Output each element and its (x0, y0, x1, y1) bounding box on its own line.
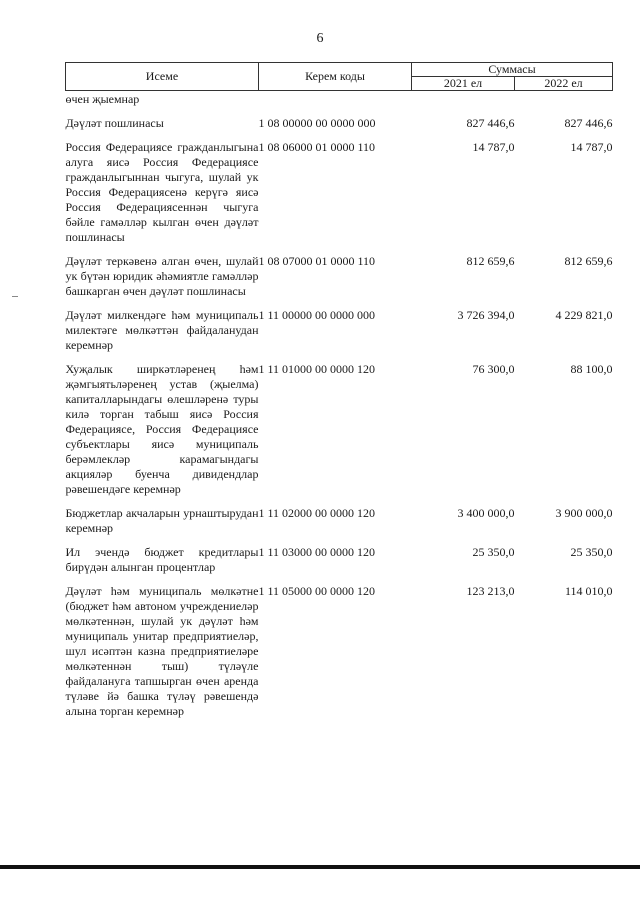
row-name: Дәүләт милкендәге һәм муниципаль милектәге мөлкәттән файдаланудан керемнәр (65, 308, 259, 352)
header-year-2021: 2021 ел (412, 77, 515, 91)
row-code: 1 11 05000 00 0000 120 (258, 584, 376, 598)
row-code: 1 11 03000 00 0000 120 (258, 545, 376, 559)
row-value-2021: 3 400 000,0 (457, 506, 515, 520)
header-year-2022: 2022 ел (515, 77, 613, 91)
budget-revenue-table (65, 62, 613, 719)
row-code: 1 11 02000 00 0000 120 (258, 506, 376, 520)
row-value-2022 (515, 91, 613, 108)
row-value-2022: 3 900 000,0 (555, 506, 613, 520)
row-code: 1 08 06000 01 0000 110 (258, 140, 376, 154)
row-code: 1 08 00000 00 0000 000 (258, 116, 376, 130)
header-code: Керем коды (259, 63, 412, 91)
row-name: Дәүләт һәм муниципаль мөлкәтне (бюджет һәм автоном учреждениеләр мөлкәтеннән, шулай ук дәүләт һәм муниципаль унитар предприятиеләр, шул исәптән казна предприятиеләре мөлкәтеннән тыш) түләүле файдалануга тапшырган өчен аренда түләве йә башка түләү рәвешендә алына торган керемнәр (65, 584, 259, 718)
table-row (66, 536, 613, 575)
row-value-2022: 114 010,0 (564, 584, 613, 598)
row-value-2022: 827 446,6 (564, 116, 613, 130)
row-value-2022: 88 100,0 (570, 362, 613, 376)
table-row (66, 497, 613, 536)
header-sum: Суммасы (412, 63, 613, 77)
table-row (66, 107, 613, 131)
table-row (66, 353, 613, 497)
row-value-2021: 25 350,0 (472, 545, 515, 559)
row-value-2022: 812 659,6 (564, 254, 613, 268)
row-code: 1 11 01000 00 0000 120 (258, 362, 376, 376)
page-bottom-border (0, 865, 640, 869)
table-row (66, 245, 613, 299)
row-name: өчен җыемнар (65, 92, 140, 106)
table-row (66, 91, 613, 108)
row-value-2021: 827 446,6 (466, 116, 515, 130)
row-value-2021 (412, 91, 515, 108)
row-value-2021: 3 726 394,0 (457, 308, 515, 322)
scan-edge-mark (12, 296, 18, 297)
row-value-2021: 14 787,0 (472, 140, 515, 154)
row-value-2021: 123 213,0 (466, 584, 515, 598)
row-name: Ил эчендә бюджет кредитлары бирүдән алынган процентлар (65, 545, 259, 574)
header-name: Исеме (66, 63, 259, 91)
row-name: Дәүләт пошлинасы (65, 116, 164, 130)
row-name: Россия Федерациясе гражданлыгына алуга яисә Россия Федерациясе гражданлыгыннан чыгуга, шулай ук Россия Федерациясенә керүгә яисә Россия Федерациясеннән чыгуга бәйле гамәлләр кылган өчен дәүләт пошлинасы (65, 140, 259, 244)
table-row (66, 299, 613, 353)
table-row (66, 131, 613, 245)
table-row (66, 575, 613, 719)
row-code: 1 11 00000 00 0000 000 (258, 308, 376, 322)
row-value-2022: 25 350,0 (570, 545, 613, 559)
row-value-2022: 4 229 821,0 (555, 308, 613, 322)
row-name: Дәүләт теркәвенә алган өчен, шулай ук бүтән юридик әһәмиятле гамәлләр башкарган өчен дәүләт пошлинасы (65, 254, 259, 298)
row-code (259, 91, 412, 108)
row-value-2021: 812 659,6 (466, 254, 515, 268)
row-name: Бюджетлар акчаларын урнаштырудан керемнәр (65, 506, 259, 535)
row-value-2021: 76 300,0 (472, 362, 515, 376)
row-name: Хуҗалык ширкәтләренең һәм җәмгыятьләренең устав (җыелма) капиталларындагы өлешләренә туры килә торган табыш яисә Россия Федерациясе, Россия Федерациясе субъектлары яисә муниципаль берәмлекләр карамагындагы акцияләр буенча дивидендлар рәвешендәге керемнәр (65, 362, 259, 496)
row-value-2022: 14 787,0 (570, 140, 613, 154)
row-code: 1 08 07000 01 0000 110 (258, 254, 376, 268)
page-number: 6 (316, 31, 324, 46)
